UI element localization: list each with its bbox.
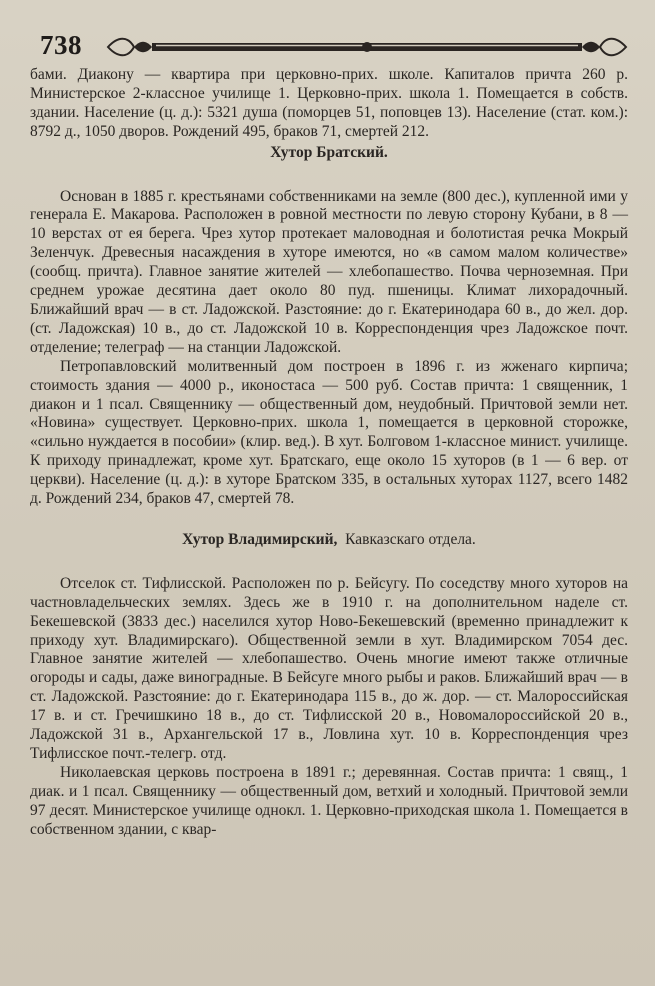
paragraph: Отселок ст. Тифлисской. Расположен по р. Бейсугу. По соседству много хуторов на частновладельческих землях. Здесь же в 1910 г. на дополнительном наделе ст. Бекешевской (3833 дес.) населился хутор Ново-Бекешевский (временно принадлежит к приходу хут. Владимирскаго). Общественной земли в хут. Владимирском 7054 дес. Главное занятие жителей — хлебопашество. Очень многие имеют также отличные огороды и сады, даже виноградные. В Бейсуге много рыбы и раков. Ближайший врач — в ст. Ладожской. Разстояние: до г. Екатеринодара 115 в., до ж. дор. — ст. Малороссийская 17 в. и ст. Гречишкино 18 в., до ст. Тифлисской 20 в., Новомалороссийской 20 в., Ладожской 31 в., Архангельской 17 в., Ловлина хут. 10 в. Корреспонденция чрез Тифлисское почт.-телегр. отд. xyxy=(30,574,628,762)
paragraph: Петропавловский молитвенный дом построен в 1896 г. из жженаго кирпича; стоимость здания — 4000 р., иконостаса — 500 руб. Состав причта: 1 священник, 1 диакон и 1 псал. Священнику — общественный дом, неудобный. Причтовой земли нет. «Новина» существует. Церковно-прих. школа 1, помещается в церковной сторожке, «сильно нуждается в пособии» (клир. вед.). В хут. Болговом 1-классное минист. училище. К приходу принадлежат, кроме хут. Братскаго, еще около 15 хуторов (в 1 — 6 вер. от церкви). Население (ц. д.): в хуторе Братском 335, в остальных хуторах 1127, всего 1482 д. Рождений 234, браков 47, смертей 78. xyxy=(30,357,628,508)
intro-paragraph: бами. Диакону — квартира при церковно-прих. школе. Капиталов причта 260 р. Министерское 2-классное училище 1. Церковно-прих. школа 1. Помещается в собств. здании. Население (ц. д.): 5321 душа (поморцев 51, поповцев 13). Население (стат. ком.): 8792 д., 1050 дворов. Рождений 495, браков 71, смертей 212. xyxy=(30,66,628,140)
page-header xyxy=(40,26,630,66)
section-heading-khutor-bratsky: Хутор Братский. xyxy=(270,143,388,161)
header-ornament-icon xyxy=(104,34,630,60)
paragraph: Николаевская церковь построена в 1891 г.; деревянная. Состав причта: 1 свящ., 1 диак. и 1 псал. Священнику — общественный дом, ветхий и холодный. Причтовой земли 97 десят. Министерское училище однокл. 1. Церковно-приходская школа 1. Помещается в собственном здании, с квар- xyxy=(30,763,628,838)
paragraph: Основан в 1885 г. крестьянами собственниками на земле (800 дес.), купленной ими у генерала Е. Макарова. Расположен в ровной местности по левую сторону Кубани, в 8 — 10 верстах от ея берега. Чрез хутор протекает маловодная и болотистая речка Мокрый Зеленчук. Древесныя насаждения в хуторе имеются, но «в самом малом количестве» (сообщ. причта). Главное занятие жителей — хлебопашество. Почва черноземная. При среднем урожае десятина дает около 80 пуд. пшеницы. Климат лихорадочный. Ближайший врач — в ст. Ладожской. Разстояние: до г. Екатеринодара 60 в., до жел. дор. (ст. Ладожская) 10 в., до ст. Ладожской 10 в. Корреспонденция чрез Ладожское почт. отделение; телеграф — на станции Ладожской. xyxy=(30,187,628,356)
page-number: 738 xyxy=(40,30,82,60)
page-text xyxy=(30,66,628,840)
section-spacer xyxy=(30,509,628,529)
heading-title: Хутор Владимирский, xyxy=(182,530,338,548)
section-heading-khutor-vladimirsky xyxy=(30,531,628,550)
heading-region: Кавказскаго отдела. xyxy=(345,530,476,548)
